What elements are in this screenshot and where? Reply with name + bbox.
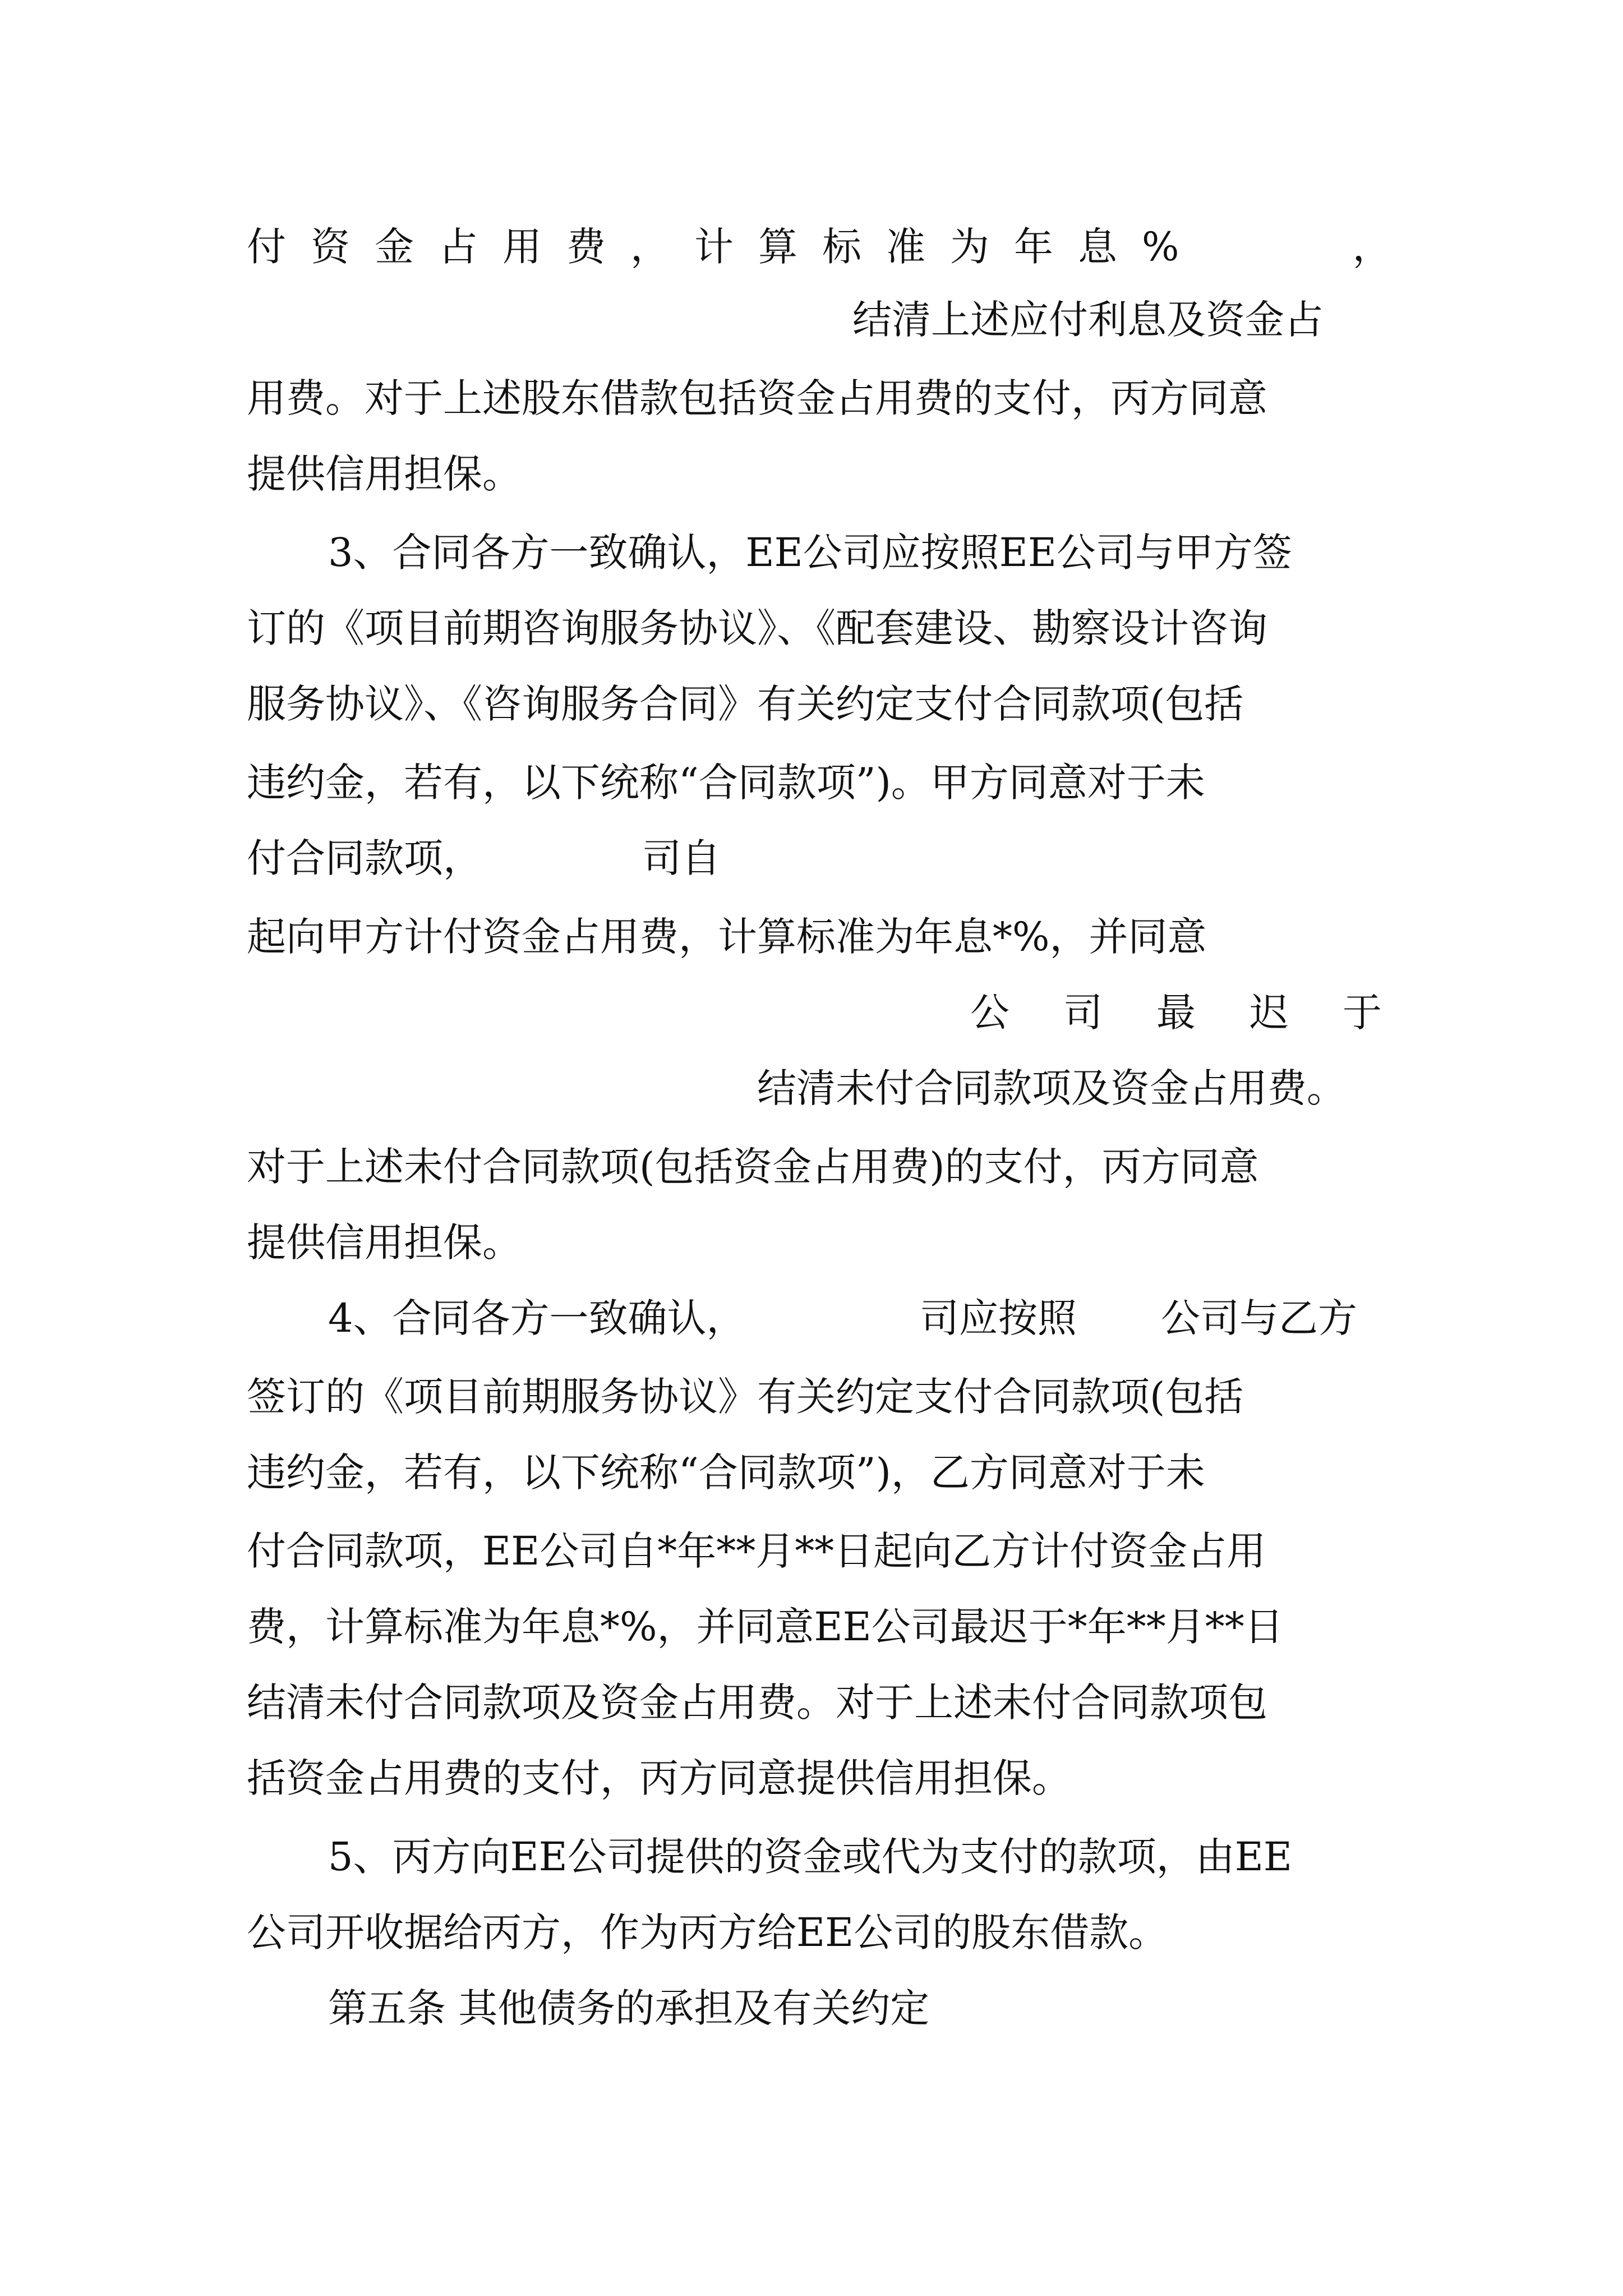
- text-line: 公司与乙方: [1161, 1295, 1357, 1341]
- text-line: 用费。对于上述股东借款包括资金占用费的支付，丙方同意: [247, 375, 1267, 421]
- text-line: 公司最迟于: [970, 990, 1436, 1036]
- text-line: 付合同款项，: [247, 835, 482, 881]
- text-line: 订的《项目前期咨询服务协议》、《配套建设、勘察设计咨询: [247, 605, 1267, 651]
- text-line: 5、丙方向EE公司提供的资金或代为支付的款项，由EE: [328, 1834, 1292, 1880]
- text-line: 费，计算标准为年息*%，并同意EE公司最迟于*年**月**日: [247, 1604, 1284, 1650]
- text-line: 结清未付合同款项及资金占用费。: [757, 1065, 1346, 1111]
- text-line: 括资金占用费的支付，丙方同意提供信用担保。: [247, 1755, 1071, 1801]
- text-line: 起向甲方计付资金占用费，计算标准为年息*%，并同意: [247, 914, 1207, 960]
- text-line: 3、合同各方一致确认，EE公司应按照EE公司与甲方签: [328, 530, 1292, 576]
- text-line: 违约金，若有，以下统称“合同款项”)。甲方同意对于未: [247, 760, 1205, 806]
- text-line: 结清未付合同款项及资金占用费。对于上述未付合同款项包: [247, 1680, 1267, 1726]
- text-line: 对于上述未付合同款项(包括资金占用费)的支付，丙方同意: [247, 1144, 1259, 1190]
- text-line: 付资金占用费，计算标准为年息% ，: [247, 224, 1417, 270]
- text-line: 签订的《项目前期服务协议》有关约定支付合同款项(包括: [247, 1374, 1244, 1420]
- text-line: 提供信用担保。: [247, 1220, 522, 1266]
- text-line: 服务协议》、《咨询服务合同》有关约定支付合同款项(包括: [247, 681, 1244, 727]
- section-heading: 第五条 其他债务的承担及有关约定: [328, 1985, 930, 2031]
- text-line: 结清上述应付利息及资金占: [852, 297, 1324, 343]
- text-line: 司应按照: [920, 1295, 1077, 1341]
- text-line: 4、合同各方一致确认，: [328, 1295, 746, 1341]
- text-line: 公司开收据给丙方，作为丙方给EE公司的股东借款。: [247, 1910, 1168, 1955]
- text-line: 付合同款项，EE公司自*年**月**日起向乙方计付资金占用: [247, 1528, 1266, 1574]
- text-line: 提供信用担保。: [247, 451, 522, 497]
- text-line: 司自: [642, 835, 721, 881]
- text-line: 违约金，若有，以下统称“合同款项”)，乙方同意对于未: [247, 1450, 1205, 1496]
